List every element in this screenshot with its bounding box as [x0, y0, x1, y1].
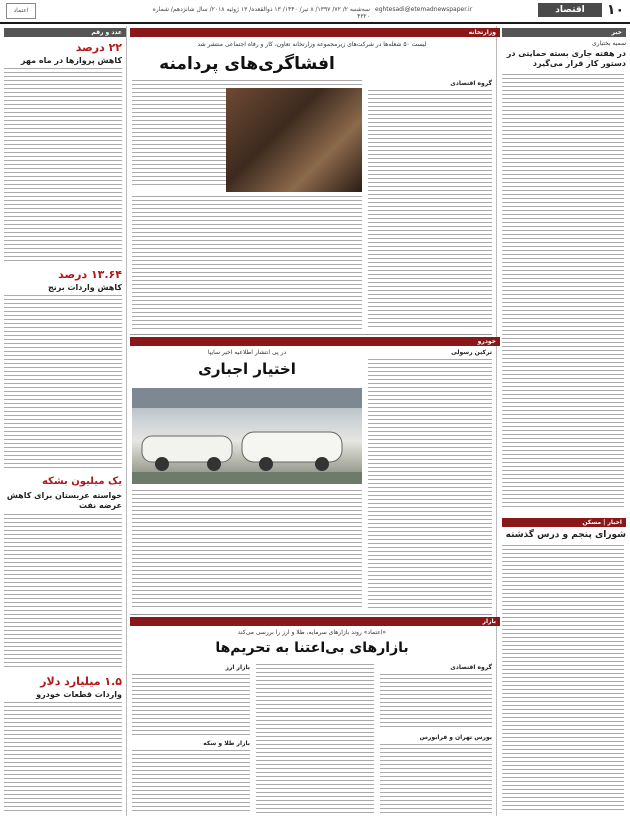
market-body-3 — [256, 664, 374, 814]
market-body-5 — [132, 750, 250, 814]
car-factory-photo — [132, 388, 362, 484]
lead-tag: وزارتخانه — [130, 28, 500, 37]
auto-kicker: در پی انتشار اطلاعیه اخیر سایپا — [207, 349, 287, 356]
auto-headline: اختیار اجباری — [198, 360, 296, 378]
stat-title-4: واردات قطعات خودرو — [36, 690, 122, 699]
lead-headline: افشاگری‌های پردامنه — [159, 54, 335, 74]
lead-body-right — [368, 90, 492, 330]
stat-figure-3: یک میلیون بشکه — [41, 476, 122, 487]
lead-body-bottom — [132, 196, 362, 330]
auto-byline: ترکین رسولی — [451, 349, 492, 356]
date-line: سه‌شنبه ۲/ ۷۲/ ۱۳۹۷/ ۸ تیر/ ۱۴۴۰/ ۱۳ ذوالقعده/ ۱۳ ژوئیه ۲۰۱۸/ سال شانزدهم/ شماره ۴۳۲۰ — [152, 6, 370, 20]
column-divider-left — [126, 26, 127, 816]
stat-body-4 — [4, 702, 122, 814]
market-subhead-bourse: بورس تهران و فرابورس — [419, 734, 492, 741]
section-divider-1 — [130, 334, 492, 335]
market-subhead-gold: بازار طلا و سکه — [203, 740, 250, 747]
right-column-headline: در هفته جاری بسته حمایتی در دستور کار قرار می‌گیرد — [506, 49, 626, 68]
auto-body-right — [368, 359, 492, 609]
auto-tag: خودرو — [130, 337, 500, 346]
stat-title-1: کاهش پروازها در ماه مهر — [20, 56, 122, 65]
stat-body-3 — [4, 514, 122, 670]
market-body-4 — [132, 674, 250, 736]
car-factory-illustration — [132, 388, 362, 484]
stat-body-1 — [4, 68, 122, 264]
market-subhead-currency: بازار ارز — [225, 664, 250, 671]
page-header — [0, 0, 630, 24]
auto-body-bottom — [132, 490, 362, 610]
stat-title-3: خواسته عربستان برای کاهش عرضه نفت — [6, 491, 122, 510]
section-label: اقتصاد — [538, 3, 602, 17]
market-tag: بازار — [130, 617, 500, 626]
market-body-2 — [380, 744, 492, 814]
website-address: eghtesadi@etemadnewspaper.ir — [375, 6, 473, 13]
market-byline: گروه اقتصادی — [450, 664, 492, 671]
stat-figure-4: ۱.۵ میلیارد دلار — [40, 675, 122, 688]
right-column-body — [502, 74, 624, 510]
lead-kicker: لیست ۵۰ شغله‌ها در شرکت‌های زیرمجموعه وزارتخانه تعاون، کار و رفاه اجتماعی منتشر شد — [197, 41, 427, 48]
lead-byline: گروه اقتصادی — [450, 80, 492, 87]
housing-body — [502, 545, 624, 813]
right-column-kicker: سمیه بختیاری — [591, 40, 626, 47]
stat-title-2: کاهش واردات برنج — [47, 283, 122, 292]
housing-headline: شورای پنجم و درس گذشته — [505, 530, 626, 540]
stat-figure-2: ۱۳.۶۴ درصد — [58, 268, 122, 281]
housing-tag: اخبار | مسکن — [502, 518, 626, 527]
column-divider-right — [496, 26, 497, 816]
market-headline: بازارهای بی‌اعتنا به تحریم‌ها — [215, 640, 409, 656]
right-column-tag: خبر — [502, 28, 626, 37]
market-body-1 — [380, 674, 492, 730]
stat-figure-1: ۲۲ درصد — [75, 41, 122, 54]
newspaper-logo: اعتماد — [6, 3, 36, 19]
minister-photo — [226, 88, 362, 192]
stat-body-2 — [4, 295, 122, 471]
page-number: ۱۰ — [606, 2, 624, 18]
section-divider-2 — [130, 614, 492, 615]
left-column-tag: عدد و رقم — [4, 28, 126, 37]
market-kicker: «اعتماد» روند بازارهای سرمایه، طلا و ارز را بررسی می‌کند — [237, 629, 387, 636]
